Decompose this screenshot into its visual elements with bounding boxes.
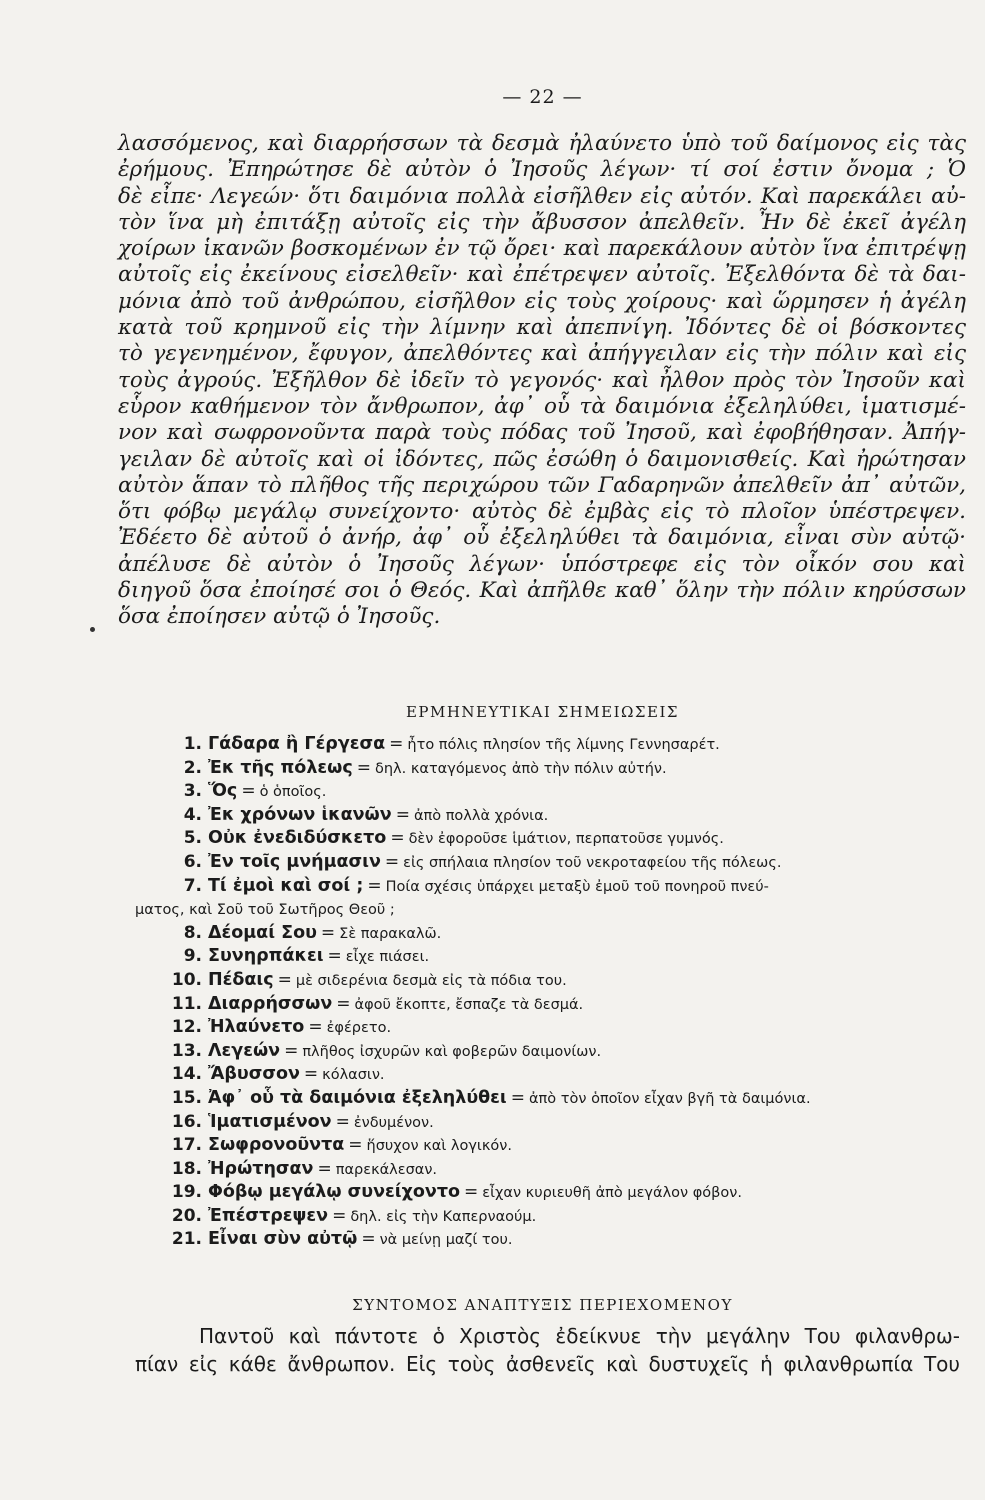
text-line: μόνια ἀπὸ τοῦ ἀνθρώπου, εἰσῆλθον εἰς τοὺς χοίρους· καὶ ὥρμησεν ἡ ἀγέλη [118, 288, 966, 314]
note-term: Φόβῳ μεγάλῳ συνείχοντο [208, 1182, 461, 1203]
note-number: 13. [171, 1040, 202, 1061]
note-number: 17. [171, 1135, 202, 1156]
text-line: διηγοῦ ὅσα ἐποίησέ σοι ὁ Θεός. Καὶ ἀπῆλθε καθ᾿ ὅλην τὴν πόλιν κηρύσσων [118, 578, 966, 604]
note-term: Τί ἐμοὶ καὶ σοί ; [208, 875, 364, 896]
note-number: 11. [171, 993, 202, 1014]
note-definition: ἀπὸ πολλὰ χρόνια. [413, 807, 549, 824]
note-definition: παρεκάλεσαν. [335, 1161, 438, 1178]
note-number: 15. [171, 1087, 202, 1108]
text-line: ὅτι φόβῳ μεγάλῳ συνείχοντο· αὐτὸς δὲ ἐμβὰς εἰς τὸ πλοῖον ὑπέστρεψεν. [118, 499, 966, 525]
note-definition: ἥσυχον καὶ λογικόν. [366, 1138, 512, 1155]
page-number: — 22 — [502, 86, 583, 108]
note-term: Ὅς [208, 781, 238, 802]
note-number: 21. [171, 1229, 202, 1250]
note-item: 20. Ἐπέστρεψεν = δηλ. εἰς τὴν Καπερναούμ. [171, 1205, 537, 1226]
main-text [118, 131, 966, 631]
margin-mark [90, 627, 95, 632]
note-term: Διαρρήσσων [208, 993, 333, 1014]
note-definition: Σὲ παρακαλῶ. [339, 925, 442, 942]
note-number: 12. [171, 1017, 202, 1038]
note-definition: ἐνδυμένον. [353, 1114, 434, 1131]
note-item: 4. Ἐκ χρόνων ἱκανῶν = ἀπὸ πολλὰ χρόνια. [135, 804, 970, 828]
text-line: ἀπέλυσε δὲ αὐτὸν ὁ Ἰησοῦς λέγων· ὑπόστρεφε εἰς τὸν οἶκόν σου καὶ [118, 551, 966, 577]
note-term: Ἠλαύνετο [208, 1017, 305, 1038]
note-item: 11. Διαρρήσσων = ἀφοῦ ἔκοπτε, ἔσπαζε τὰ δεσμά. [171, 993, 584, 1014]
note-item: 17. Σωφρονοῦντα = ἥσυχον καὶ λογικόν. [171, 1135, 512, 1156]
note-term: Δέομαί Σου [208, 922, 317, 943]
note-definition: ἀπὸ τὸν ὁποῖον εἶχαν βγῆ τὰ δαιμόνια. [529, 1090, 811, 1107]
note-definition: εἰς σπήλαια πλησίον τοῦ νεκροταφείου τῆς πόλεως. [403, 854, 782, 871]
note-number: 2. [183, 757, 202, 778]
note-item: 2. Ἐκ τῆς πόλεως = δηλ. καταγόμενος ἀπὸ τὴν πόλιν αὐτήν. [135, 757, 970, 781]
note-item: 19. Φόβῳ μεγάλῳ συνείχοντο = εἶχαν κυριευθῆ ἀπὸ μεγάλον φόβον. [171, 1182, 742, 1203]
note-definition: πλῆθος ἰσχυρῶν καὶ φοβερῶν δαιμονίων. [302, 1043, 602, 1060]
text-line: γειλαν δὲ αὐτοῖς καὶ οἱ ἰδόντες, πῶς ἐσώθη ὁ δαιμονισθείς. Καὶ ἠρώτησαν [118, 446, 966, 472]
note-definition: ἀφοῦ ἔκοπτε, ἔσπαζε τὰ δεσμά. [354, 996, 584, 1013]
note-number: 4. [183, 804, 202, 825]
note-number: 7. [183, 875, 202, 896]
text-line: αὐτοῖς εἰς ἐκείνους εἰσελθεῖν· καὶ ἐπέτρεψεν αὐτοῖς. Ἐξελθόντα δὲ τὰ δαι- [118, 262, 966, 288]
note-definition: νὰ μείνῃ μαζί του. [379, 1232, 513, 1249]
text-line: ὅσα ἐποίησεν αὐτῷ ὁ Ἰησοῦς. [118, 604, 441, 630]
note-definition: ἐφέρετο. [326, 1020, 392, 1037]
note-term: Οὐκ ἐνεδιδύσκετο [208, 828, 387, 849]
note-term: Ἐκ τῆς πόλεως [208, 757, 353, 778]
note-number: 1. [183, 734, 202, 754]
note-number: 8. [183, 922, 202, 943]
note-item: 3. Ὅς = ὁ ὁποῖος. [135, 780, 970, 804]
note-term: Ἐπέστρεψεν [208, 1205, 329, 1226]
summary-line: πίαν εἰς κάθε ἄνθρωπον. Εἰς τοὺς ἀσθενεῖς καὶ δυστυχεῖς ἡ φιλανθρωπία Του [135, 1352, 960, 1376]
note-number: 18. [171, 1158, 202, 1179]
note-number: 3. [183, 781, 202, 802]
text-line: εὗρον καθήμενον τὸν ἄνθρωπον, ἀφ᾿ οὗ τὰ δαιμόνια ἐξεληλύθει, ἱματισμέ- [118, 393, 966, 419]
note-term: Γάδαρα ἢ Γέργεσα [208, 734, 386, 754]
note-term: Ἀφ᾿ οὗ τὰ δαιμόνια ἐξεληλύθει [208, 1087, 507, 1108]
text-line: χοίρων ἱκανῶν βοσκομένων ἐν τῷ ὄρει· καὶ παρεκάλουν αὐτὸν ἵνα ἐπιτρέψῃ [118, 236, 966, 262]
note-item: 6. Ἐν τοῖς μνήμασιν = εἰς σπήλαια πλησίον τοῦ νεκροταφείου τῆς πόλεως. [135, 851, 970, 875]
text-line: νον καὶ σωφρονοῦντα παρὰ τοὺς πόδας τοῦ Ἰησοῦ, καὶ ἐφοβήθησαν. Ἀπήγ- [118, 420, 966, 446]
summary-line: Παντοῦ καὶ πάντοτε ὁ Χριστὸς ἐδείκνυε τὴν μεγάλην Του φιλανθρω- [199, 1324, 960, 1348]
note-definition: δὲν ἐφοροῦσε ἱμάτιον, περπατοῦσε γυμνός. [408, 831, 724, 848]
note-item-continuation [135, 898, 970, 922]
note-item: 18. Ἠρώτησαν = παρεκάλεσαν. [171, 1158, 438, 1179]
note-term: Ἐκ χρόνων ἱκανῶν [208, 804, 392, 825]
note-term: Συνηρπάκει [208, 946, 324, 967]
note-term: Σωφρονοῦντα [208, 1135, 345, 1156]
note-definition: ἦτο πόλις πλησίον τῆς λίμνης Γεννησαρέτ. [407, 737, 720, 753]
note-definition: εἶχαν κυριευθῆ ἀπὸ μεγάλον φόβον. [482, 1185, 742, 1202]
note-term: Ἱματισμένον [208, 1111, 332, 1132]
note-number: 20. [171, 1205, 202, 1226]
text-line: δὲ εἶπε· Λεγεών· ὅτι δαιμόνια πολλὰ εἰσῆλθεν εἰς αὐτόν. Καὶ παρεκάλει αὐ- [118, 183, 966, 209]
note-term: Ἄβυσσον [208, 1064, 300, 1085]
note-item: 21. Εἶναι σὺν αὐτῷ = νὰ μείνῃ μαζί του. [171, 1229, 513, 1250]
note-number: 10. [171, 969, 202, 990]
note-item: 13. Λεγεών = πλῆθος ἰσχυρῶν καὶ φοβερῶν δαιμονίων. [171, 1040, 602, 1061]
note-definition: μὲ σιδερένια δεσμὰ εἰς τὰ πόδια του. [295, 972, 567, 989]
note-item: 14. Ἄβυσσον = κόλασιν. [171, 1064, 385, 1085]
note-definition: δηλ. καταγόμενος ἀπὸ τὴν πόλιν αὐτήν. [374, 760, 667, 777]
note-number: 16. [171, 1111, 202, 1132]
note-item: 16. Ἱματισμένον = ἐνδυμένον. [171, 1111, 434, 1132]
note-item: 7. Τί ἐμοὶ καὶ σοί ; = Ποία σχέσις ὑπάρχει μεταξὺ ἐμοῦ τοῦ πονηροῦ πνεύ- [135, 875, 970, 899]
notes-list [135, 733, 970, 1252]
note-item: 10. Πέδαις = μὲ σιδερένια δεσμὰ εἰς τὰ πόδια του. [171, 969, 567, 990]
note-item: 1. Γάδαρα ἢ Γέργεσα = ἦτο πόλις πλησίον τῆς λίμνης Γεννησαρέτ. [135, 733, 970, 757]
note-definition: Ποία σχέσις ὑπάρχει μεταξὺ ἐμοῦ τοῦ πονηροῦ πνεύ- [385, 878, 769, 895]
note-term: Πέδαις [208, 969, 274, 990]
text-line: λασσόμενος, καὶ διαρρήσσων τὰ δεσμὰ ἠλαύνετο ὑπὸ τοῦ δαίμονος εἰς τὰς [118, 131, 966, 156]
note-number: 5. [183, 828, 202, 849]
note-item: 5. Οὐκ ἐνεδιδύσκετο = δὲν ἐφοροῦσε ἱμάτιον, περπατοῦσε γυμνός. [135, 827, 970, 851]
note-definition: δηλ. εἰς τὴν Καπερναούμ. [350, 1208, 537, 1225]
summary-heading: ΣΥΝΤΟΜΟΣ ΑΝΑΠΤΥΞΙΣ ΠΕΡΙΕΧΟΜΕΝΟΥ [352, 1296, 733, 1314]
note-term: Ἠρώτησαν [208, 1158, 314, 1179]
note-definition: κόλασιν. [322, 1067, 385, 1084]
summary-text [135, 1322, 960, 1378]
note-item: 8. Δέομαί Σου = Σὲ παρακαλῶ. [135, 922, 970, 946]
note-number: 14. [171, 1064, 202, 1085]
note-item: 9. Συνηρπάκει = εἶχε πιάσει. [135, 945, 970, 969]
note-number: 6. [183, 851, 202, 872]
note-term: Ἐν τοῖς μνήμασιν [208, 851, 381, 872]
note-item: 15. Ἀφ᾿ οὗ τὰ δαιμόνια ἐξεληλύθει = ἀπὸ τὸν ὁποῖον εἶχαν βγῆ τὰ δαιμόνια. [171, 1087, 811, 1108]
note-term: Λεγεών [208, 1040, 281, 1061]
note-definition-continued: ματος, καὶ Σοῦ τοῦ Σωτῆρος Θεοῦ ; [135, 902, 395, 919]
notes-heading: ΕΡΜΗΝΕΥΤΙΚΑΙ ΣΗΜΕΙΩΣΕΙΣ [405, 703, 680, 721]
note-item: 12. Ἠλαύνετο = ἐφέρετο. [171, 1017, 392, 1038]
note-definition: ὁ ὁποῖος. [259, 784, 327, 801]
text-line: τοὺς ἀγρούς. Ἐξῆλθον δὲ ἰδεῖν τὸ γεγονός· καὶ ἦλθον πρὸς τὸν Ἰησοῦν καὶ [118, 367, 966, 393]
note-definition: εἶχε πιάσει. [345, 949, 430, 966]
text-line: Ἐδέετο δὲ αὐτοῦ ὁ ἀνήρ, ἀφ᾿ οὗ ἐξεληλύθει τὰ δαιμόνια, εἶναι σὺν αὐτῷ· [118, 525, 966, 551]
note-number: 9. [183, 946, 202, 967]
text-line: τὸν ἵνα μὴ ἐπιτάξῃ αὐτοῖς εἰς τὴν ἄβυσσον ἀπελθεῖν. Ἦν δὲ ἐκεῖ ἀγέλη [118, 209, 966, 235]
note-term: Εἶναι σὺν αὐτῷ [208, 1229, 358, 1250]
text-line: ἐρήμους. Ἐπηρώτησε δὲ αὐτὸν ὁ Ἰησοῦς λέγων· τί σοί ἐστιν ὄνομα ; Ὁ [118, 157, 966, 183]
note-number: 19. [171, 1182, 202, 1203]
text-line: τὸ γεγενημένον, ἔφυγον, ἀπελθόντες καὶ ἀπήγγειλαν εἰς τὴν πόλιν καὶ εἰς [118, 341, 966, 367]
text-line: κατὰ τοῦ κρημνοῦ εἰς τὴν λίμνην καὶ ἀπεπνίγη. Ἰδόντες δὲ οἱ βόσκοντες [118, 315, 966, 341]
text-line: αὐτὸν ἅπαν τὸ πλῆθος τῆς περιχώρου τῶν Γαδαρηνῶν ἀπελθεῖν ἀπ᾿ αὐτῶν, [118, 472, 966, 498]
